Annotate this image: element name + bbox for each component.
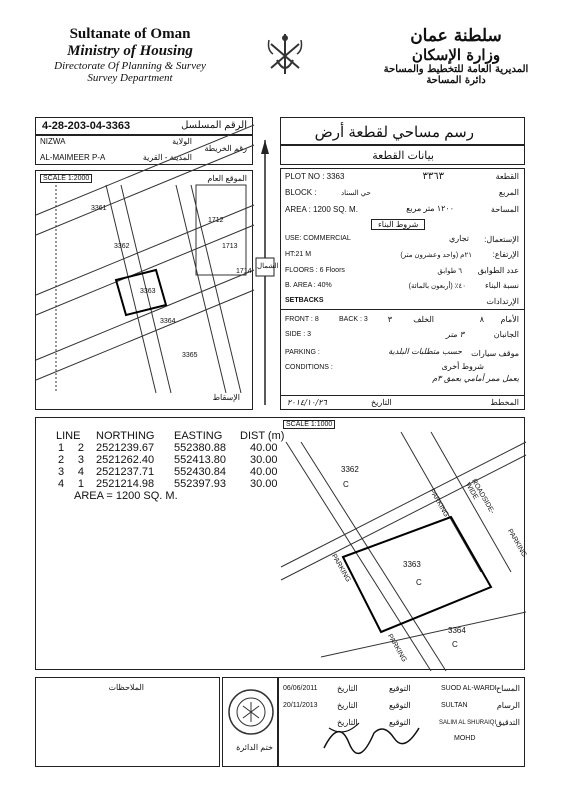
official-stamp-icon <box>225 686 277 738</box>
header-ar-country: سلطنة عمان <box>410 26 502 46</box>
block: BLOCK : <box>285 188 317 197</box>
coords-header-northing: NORTHING <box>96 430 155 442</box>
loc-plot-3361: 3361 <box>91 205 107 212</box>
plot-details-box <box>280 168 525 410</box>
checker-label: التدقيق <box>495 718 520 727</box>
loc-plot-1714: 1714 <box>236 268 252 275</box>
header-ar-department: دائرة المساحة <box>426 75 486 86</box>
plot-no-ar-label: القطعة <box>495 172 519 181</box>
surveyor-label: المساح <box>495 684 520 693</box>
plot-3363-no: 3363 <box>403 560 421 569</box>
road-label-4: PARKING <box>329 553 352 584</box>
conditions: CONDITIONS : <box>285 364 333 371</box>
title-box <box>280 117 525 145</box>
coords-row <box>56 478 300 490</box>
plot-no: PLOT NO : 3363 <box>285 172 345 181</box>
north-arrow-icon <box>255 140 279 410</box>
plan-label: المخطط <box>490 398 519 407</box>
row4-northing: 2521214.98 <box>96 478 155 490</box>
drafter-name: SULTAN <box>441 702 468 709</box>
block-ar-value: حي السناد <box>341 190 371 197</box>
header-ar-ministry: وزارة الإسكان <box>411 46 501 64</box>
location-map-scale: SCALE 1:2000 <box>40 174 92 183</box>
row3-northing: 2521237.71 <box>96 466 155 478</box>
floors: FLOORS : 6 Floors <box>285 267 345 274</box>
plan-date-value: ٢٠١٤/١٠/٢٦ <box>287 398 327 407</box>
floors-ar-label: عدد الطوابق <box>477 266 519 275</box>
side-ar-value: ٣ متر <box>446 330 464 339</box>
plot-data-title: بيانات القطعة <box>372 150 434 162</box>
loc-plot-1712: 1712 <box>208 217 224 224</box>
plot-map-drawing <box>281 432 526 671</box>
checker-mohd: MOHD <box>454 735 476 742</box>
back-ar-label: الخلف <box>413 315 434 324</box>
serial-number: 4-28-203-04-3363 <box>42 120 131 132</box>
header-ministry: Ministry of Housing <box>67 43 193 59</box>
front-ar-value: ٨ <box>479 315 484 324</box>
loc-plot-3363: 3363 <box>140 288 156 295</box>
surveyor-name: SUOD AL-WARDI <box>441 685 497 692</box>
coords-header-easting: EASTING <box>174 430 223 442</box>
plot-3362-code: C <box>343 480 349 489</box>
road-label-2: ROADSIDE-WIDE <box>463 478 496 516</box>
row3-to: 4 <box>77 466 84 478</box>
drafter-date-label: التاريخ <box>337 701 358 710</box>
floors-ar-value: ٦ طوابق <box>437 268 462 275</box>
location-box <box>35 135 253 165</box>
row4-from: 4 <box>58 478 65 490</box>
area-ar-label: المساحة <box>490 205 519 214</box>
drafter-label: الرسام <box>496 701 520 710</box>
plot-3364-no: 3364 <box>448 626 466 635</box>
height-ar-label: الإرتفاع: <box>492 250 519 259</box>
back: BACK : 3 <box>339 316 368 323</box>
coords-row <box>56 454 300 466</box>
serial-label: الرقم المسلسل <box>181 120 247 131</box>
loc-plot-3364: 3364 <box>160 318 176 325</box>
header-english <box>0 26 260 84</box>
coords-row <box>56 466 300 478</box>
plan-divider <box>281 395 524 396</box>
page-title: رسم مساحي لقطعة أرض <box>314 124 474 141</box>
loc-plot-3365: 3365 <box>182 352 198 359</box>
plot-3363-code: C <box>416 578 422 587</box>
wilayat-value: NIZWA <box>40 137 66 146</box>
checker-name: SALIM AL SHURAIQI <box>439 720 497 726</box>
signature-icon <box>319 708 429 758</box>
serial-box <box>35 117 253 135</box>
sign-box <box>278 677 525 767</box>
row1-northing: 2521239.67 <box>96 442 155 454</box>
north-label: الشمال <box>257 263 279 270</box>
parking-ar-value: حسب متطلبات البلدية <box>388 347 462 356</box>
header-ar-directorate: المديرية العامة للتخطيط والمساحة <box>383 64 529 75</box>
loc-plot-1713: 1713 <box>222 243 238 250</box>
stamp-label: ختم الدائرة <box>236 743 273 752</box>
header-directorate: Directorate Of Planning & Survey <box>54 60 206 72</box>
surveyor-date-label: التاريخ <box>337 684 358 693</box>
map-no-label: رقم الخريطة <box>204 144 247 153</box>
block-ar-label: المربع <box>498 188 519 197</box>
notes-label: الملاحظات <box>108 683 144 692</box>
row2-northing: 2521262.40 <box>96 454 155 466</box>
height-ar-value: ٢١م (واحد وعشرون متر) <box>400 252 472 259</box>
header-department: Survey Department <box>87 72 173 84</box>
building-area: B. AREA : 40% <box>285 282 332 289</box>
row2-to: 3 <box>77 454 84 466</box>
parking-ar-label: موقف سيارات <box>471 349 519 358</box>
coords-area: AREA = 1200 SQ. M. <box>74 490 178 502</box>
checker-sign-label: التوقيع <box>389 718 411 727</box>
plan-date-label: التاريخ <box>371 398 392 407</box>
drafter-date: 20/11/2013 <box>283 702 318 709</box>
row4-to: 1 <box>77 478 84 490</box>
use: USE: COMMERCIAL <box>285 235 351 242</box>
setbacks-ar: الإرتدادات <box>486 297 519 306</box>
setbacks-divider <box>281 309 524 310</box>
conditions-ar-label: شروط أخرى <box>441 362 484 371</box>
location-map <box>35 170 253 410</box>
conditions-title: شروط البناء <box>371 219 425 230</box>
surveyor-sign-label: التوقيع <box>389 684 411 693</box>
back-ar-value: ٣ <box>387 315 392 324</box>
coords-header-line: LINE <box>56 430 81 442</box>
coords-row <box>56 442 300 454</box>
row2-dist: 30.00 <box>250 454 278 466</box>
row4-dist: 30.00 <box>250 478 278 490</box>
checker-date-label: التاريخ <box>337 718 358 727</box>
surveyor-date: 06/06/2011 <box>283 685 318 692</box>
plot-3362-no: 3362 <box>341 465 359 474</box>
row1-to: 2 <box>77 442 84 454</box>
plot-no-ar-value: ٣٣٦٣ <box>422 171 444 182</box>
use-ar-value: تجاري <box>449 234 469 243</box>
survey-box <box>35 417 528 670</box>
area: AREA : 1200 SQ. M. <box>285 205 358 214</box>
side: SIDE : 3 <box>285 331 312 338</box>
loc-plot-3362: 3362 <box>114 243 130 250</box>
height: HT:21 M <box>285 251 312 258</box>
plot-3364-code: C <box>452 640 458 649</box>
front: FRONT : 8 <box>285 316 319 323</box>
row1-dist: 40.00 <box>250 442 278 454</box>
coords-table <box>56 430 300 502</box>
plot-map-scale: SCALE 1:1000 <box>283 420 335 429</box>
emblem-icon <box>263 30 307 80</box>
coords-header <box>56 430 300 442</box>
row3-dist: 40.00 <box>250 466 278 478</box>
area-ar-value: ١٢٠٠ متر مربع <box>406 204 454 213</box>
row4-easting: 552397.93 <box>174 478 226 490</box>
notes-box <box>35 677 220 767</box>
plot-data-header <box>280 145 525 165</box>
stamp-box <box>222 677 278 767</box>
row3-easting: 552430.84 <box>174 466 226 478</box>
conditions-ar-value: يعمل ممر أمامي بعمق ٣م <box>432 374 519 383</box>
road-label-5: PARKING <box>385 633 408 664</box>
row2-from: 2 <box>58 454 65 466</box>
barea-ar-label: نسبة البناء <box>485 281 519 290</box>
road-label-3: PARKING <box>505 528 528 559</box>
header-country: Sultanate of Oman <box>69 26 191 42</box>
front-ar-label: الأمام <box>500 315 519 324</box>
location-map-projection: الإسقاط <box>212 393 240 402</box>
town-label: المدينة - القرية <box>142 153 192 162</box>
side-ar-label: الجانبان <box>493 330 519 339</box>
use-ar-label: الإستعمال: <box>484 235 519 244</box>
barea-ar-value: ٤٠٪ (أربعون بالمائة) <box>408 283 466 290</box>
parking: PARKING : <box>285 349 320 356</box>
wilayat-label: الولاية <box>172 137 192 146</box>
row2-easting: 552413.80 <box>174 454 226 466</box>
drafter-sign-label: التوقيع <box>389 701 411 710</box>
town-value: AL-MAIMEER P-A <box>40 153 106 162</box>
setbacks: SETBACKS <box>285 297 324 304</box>
row3-from: 3 <box>58 466 65 478</box>
row1-easting: 552380.88 <box>174 442 226 454</box>
road-label-1: PARKING <box>427 488 450 519</box>
row1-from: 1 <box>58 442 65 454</box>
coords-header-dist: DIST (m) <box>240 430 285 442</box>
header-arabic <box>361 26 551 86</box>
location-map-title: الموقع العام <box>207 174 247 183</box>
